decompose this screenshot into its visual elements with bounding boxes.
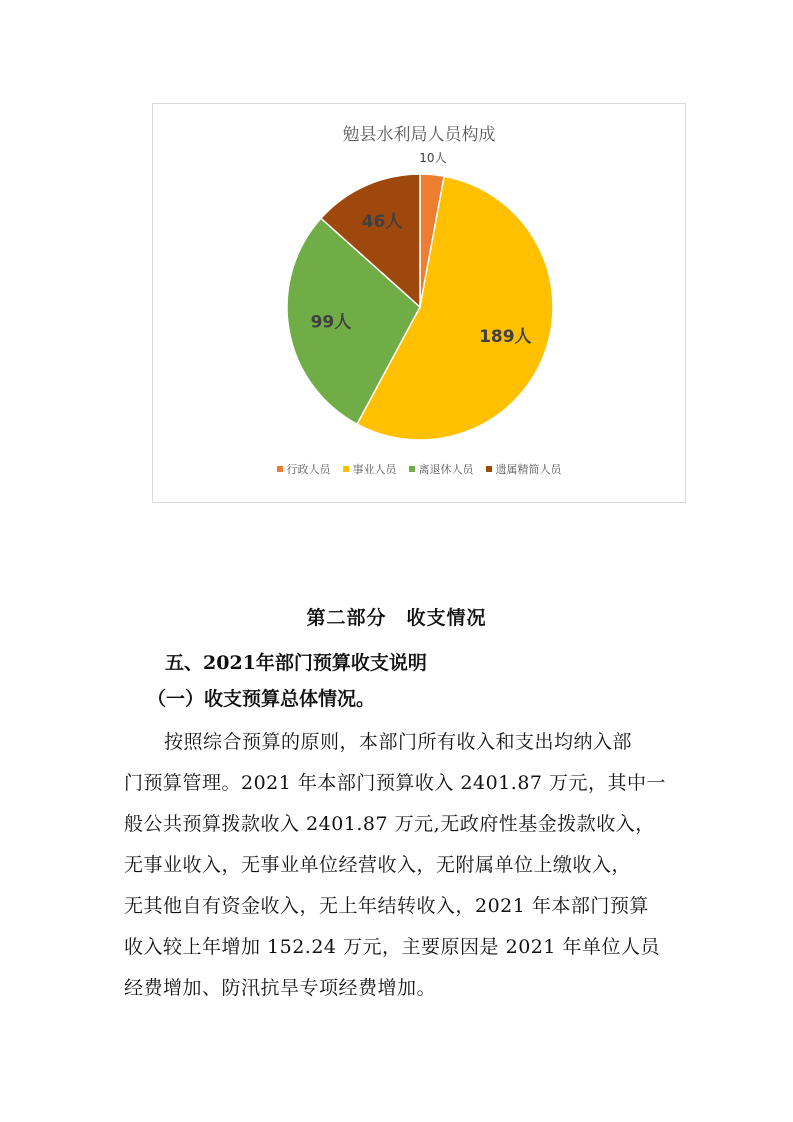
- legend-swatch: [486, 466, 492, 472]
- pie-data-label: 10人: [419, 151, 447, 166]
- heading-overall-budget: （一）收支预算总体情况。: [147, 688, 376, 710]
- pie-chart: [152, 103, 686, 503]
- legend-label: 事业人员: [352, 463, 397, 476]
- legend-item: [343, 461, 397, 477]
- paragraph-line: 门预算管理。2021 年本部门预算收入 2401.87 万元，其中一: [124, 772, 667, 794]
- pie-data-label: 189人: [479, 326, 532, 347]
- pie-data-label: 99人: [310, 312, 352, 333]
- paragraph-line: 无其他自有资金收入，无上年结转收入，2021 年本部门预算: [124, 895, 649, 917]
- legend-label: 离退休人员: [418, 463, 474, 476]
- legend-swatch: [343, 466, 349, 472]
- section-title: 第二部分 收支情况: [306, 607, 487, 629]
- paragraph-line: 按照综合预算的原则，本部门所有收入和支出均纳入部: [164, 731, 633, 753]
- heading-budget-explanation: 五、2021年部门预算收支说明: [165, 652, 427, 674]
- legend-swatch: [277, 466, 283, 472]
- pie-chart-svg: [153, 104, 687, 504]
- legend-label: 遗属精简人员: [495, 463, 562, 476]
- legend-swatch: [409, 466, 415, 472]
- legend-item: [277, 461, 331, 477]
- paragraph-line: 经费增加、防汛抗旱专项经费增加。: [124, 977, 437, 999]
- legend-item: [409, 461, 474, 477]
- chart-legend: [153, 461, 685, 477]
- paragraph-line: 收入较上年增加 152.24 万元，主要原因是 2021 年单位人员: [124, 936, 660, 958]
- paragraph-line: 般公共预算拨款收入 2401.87 万元,无政府性基金拨款收入，: [124, 813, 655, 835]
- chart-title: 勉县水利局人员构成: [342, 125, 496, 145]
- paragraph-line: 无事业收入，无事业单位经营收入，无附属单位上缴收入，: [124, 854, 632, 876]
- pie-data-label: 46人: [361, 211, 403, 232]
- legend-item: [486, 461, 562, 477]
- body-paragraph: [124, 722, 672, 1009]
- legend-label: 行政人员: [286, 463, 331, 476]
